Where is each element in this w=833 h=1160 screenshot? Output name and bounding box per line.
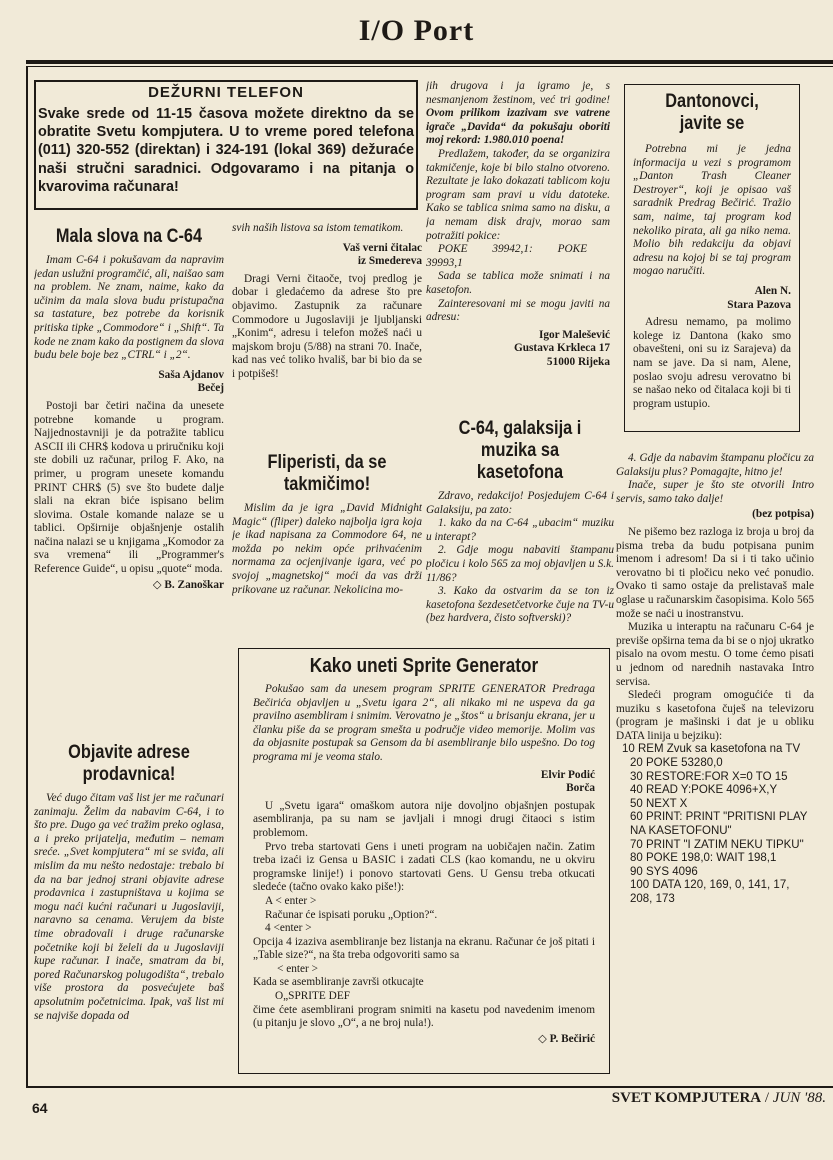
left-frame-line xyxy=(26,66,28,1086)
sprite-title: Kako uneti Sprite Generator xyxy=(309,655,539,677)
sprite-step: < enter > xyxy=(277,962,318,975)
code-line: 80 POKE 198,0: WAIT 198,1 xyxy=(630,852,777,865)
sprite-step: čime ćete asemblirani program snimiti na kasetu pod navedenim imenom (u pitanju je slovo „O“, a ne broj nula!). xyxy=(253,1003,595,1030)
dezurni-title: DEŽURNI TELEFON xyxy=(148,84,304,101)
footer-magazine-name: SVET KOMPJUTERA xyxy=(611,1090,762,1106)
footer-issue: JUN '88. xyxy=(772,1090,826,1106)
page-title: I/O Port xyxy=(358,14,475,47)
dezurni-body: Svake srede od 11-15 časova možete direktno da se obratite Svetu kompjutera. U to vreme pored telefona (011) 320-552 (direktan) i 324-191 (lokal 369) dežuraće naši stručni saradnici. Odgovaramo i na pitanja o kvarovima računara! xyxy=(38,106,414,195)
objavite-title: Objavite adrese prodavnica! xyxy=(68,742,190,785)
objavite-author: Vaš verni čitalac xyxy=(342,241,422,254)
galaksija-answer-3: Sledeći program omogućiće ti da muziku s kasetofona čuješ na televizoru (program je mašinski i dat je u obliku DATA linija u bejziku): xyxy=(616,689,814,742)
sprite-signoff: ◇ P. Bečirić xyxy=(538,1032,595,1045)
fliperisti-tape: Sada se tablica može snimati i na kasetofon. xyxy=(426,270,610,296)
code-line: 60 PRINT: PRINT "PRITISNI PLAY NA KASETOFONU" xyxy=(630,811,808,838)
sprite-answer-2: Prvo treba startovati Gens i uneti program na uobičajen način. Zatim treba izaći iz Gensa u BASIC i zadati CLS (kao komandu, ne u okviru programske linije!) i ponovo startovati Gens. U Gensu treba otkucati sledeće (tačno ovako kako piše!): xyxy=(253,840,595,894)
header-rule-thin xyxy=(26,66,833,67)
fliperisti-author: Igor Malešević xyxy=(538,328,610,341)
sprite-step: O„SPRITE DEF xyxy=(275,990,351,1003)
mala-slova-question: Imam C-64 i pokušavam da napravim jedan uslužni programčić, ali, naišao sam na problem. Ne znam, naime, kako da učinim da mala slova budu pristupačna sa tastature, bez potrebe da korisnik pritiska tipke „Commodore“ i „Shift“. Ta kode ne znam kako da postignem da slova budu bele boje bez „CTRL“ i „2“. xyxy=(34,254,224,362)
fliperisti-city: 51000 Rijeka xyxy=(546,355,610,368)
mala-slova-city: Bečej xyxy=(197,382,224,395)
sprite-box xyxy=(238,648,610,1074)
objavite-city: iz Smedereva xyxy=(357,255,422,268)
footer-separator: / xyxy=(761,1090,773,1106)
sprite-step: A < enter > xyxy=(265,894,317,907)
code-line: 70 PRINT "I ZATIM NEKU TIPKU" xyxy=(630,838,804,851)
galaksija-title: C-64, galaksija i muzika sa kasetofona xyxy=(458,418,582,483)
mala-slova-article xyxy=(34,222,224,742)
fliperisti-body: Mislim da je igra „David Midnight Magic“ (fliper) daleko najbolja igra koja je ikad napisana za Commodore 64, ne možda po nekim opće prihvaćenim normama za ocjenjivanje igara, već po svojoj „magnetskoj“ moći da vas drži prikovane uz računar. Nekolicina mo- xyxy=(232,502,422,596)
objavite-continued xyxy=(232,222,422,448)
dantonovci-body: Potrebna mi je jedna informacija u vezi s programom „Danton Trash Cleaner Destroyer“, koji je opisao vaš saradnik Predrag Bečirić. Tražio sam, naime, taj program kod nekoliko pirata, ali ga niko nema. Molio bih redakciju da objavi adresu na kojoj bi se taj program mogao naručiti. xyxy=(633,143,791,278)
dantonovci-author: Alen N. xyxy=(754,284,791,297)
dantonovci-box xyxy=(624,84,800,432)
galaksija-continued xyxy=(616,452,814,1082)
fliperisti-continued xyxy=(426,80,610,406)
dantonovci-city: Stara Pazova xyxy=(727,298,791,311)
dezurni-box xyxy=(34,80,418,210)
sprite-step: Računar će ispisati poruku „Option?“. xyxy=(265,908,438,921)
galaksija-q2: 2. Gdje mogu nabaviti štampanu pločicu i kolo 565 za moj objavljen u S.k. 11/86? xyxy=(426,544,614,584)
fliperisti-title: Fliperisti, da se takmičimo! xyxy=(267,452,387,495)
code-line: 10 REM Zvuk sa kasetofona na TV xyxy=(622,743,801,756)
code-line: 40 READ Y:POKE 4096+X,Y xyxy=(630,784,778,797)
fliperisti-proposal: Predlažem, također, da se organizira takmičenje, koje bi bilo stalno otvoreno. Rezultate je lako dokazati tablicom koju program sam pravi u vidu datoteke. Kako se tablica snima samo na disku, a ja nemam disk drajv, morao sam potražiti pokice: xyxy=(426,147,610,242)
galaksija-q1: 1. kako da na C-64 „ubacim“ muziku u interapt? xyxy=(426,517,614,543)
sprite-step: 4 <enter > xyxy=(265,922,312,935)
objavite-body: Već dugo čitam vaš list jer me računari zanimaju. Želim da nabavim C-64, i to što pre. Dugo ga već tražim preko oglasa, a i preko prijatelja, međutim – nemam sreće. „Svet kompjutera“ mi se sviđa, ali mislim da mu nešto nedostaje: trebalo bi da na bar jednoj strani objavite adrese prodavnica i zastupništava u kojima se mogu naći kućni računari u Jugoslaviji, naravno sa cenama. Verujem da biste time obradovali i druge računarske početnike koji bi želeli da u Jugoslaviji kupe računar. I inače, smatram da bi, pored Računarskog polugodišta“, trebalo više prostora da posvećujete baš apsolutnim početnicima. Ipak, vaš list mi se najviše dopada od xyxy=(34,792,224,1022)
galaksija-q3: 3. Kako da ostvarim da se ton iz kasetofona šezdesetčetvorke čuje na TV-u (bez hardvera, čisto softverski)? xyxy=(426,585,614,625)
mala-slova-author: Saša Ajdanov xyxy=(158,368,224,381)
mala-slova-signoff: ◇ B. Zanoškar xyxy=(152,578,224,591)
code-line: 20 POKE 53280,0 xyxy=(630,757,723,770)
objavite-cont-text: svih naših listova sa istom tematikom. xyxy=(232,222,404,234)
sprite-step: Kada se asembliranje završi otkucajte xyxy=(253,976,424,989)
sprite-city: Borča xyxy=(566,782,595,795)
galaksija-author: (bez potpisa) xyxy=(752,508,814,521)
code-line: 90 SYS 4096 xyxy=(630,865,698,878)
fliperisti-contact: Zainteresovani mi se mogu javiti na adresu: xyxy=(426,297,610,324)
sprite-answer-1: U „Svetu igara“ omaškom autora nije dovoljno objašnjen postupak asembliranja, pa su nam se javljali i mnogi drugi čitaoci s istim problemom. xyxy=(253,799,595,839)
fliperisti-cont-1: jih drugova i ja igramo je, s nesmanjenom žestinom, već tri godine! xyxy=(426,80,610,106)
footer-magazine xyxy=(540,1088,826,1108)
galaksija-intro: Zdravo, redakcijo! Posjedujem C-64 i Galaksiju, pa zato: xyxy=(426,490,614,516)
sprite-question: Pokušao sam da unesem program SPRITE GENERATOR Predraga Bečirića objavljen u „Svetu igara 2“, ali nikako mi ne uspeva da ga pravilno asembliram i snimim. Verovatno je „štos“ u brisanju ekrana, jer u članku piše da se program smešta u područje video memorije. Molim vas da objasnite postupak sa Gensom da bi asembliranje bilo uspešno. Do tog programa mi je veoma stalo. xyxy=(253,683,595,763)
header-rule xyxy=(26,60,833,64)
fliperisti-article xyxy=(232,448,422,638)
code-line: 50 NEXT X xyxy=(630,797,688,810)
sprite-step: Opcija 4 izaziva asembliranje bez listanja na ekranu. Računar će još pitati i „Table size?“, na šta treba odgovoriti samo sa xyxy=(253,935,595,962)
fliperisti-cont-text xyxy=(426,80,610,148)
mala-slova-answer: Postoji bar četiri načina da unesete potrebne komande u program. Najjednostavniji je da potražite tablicu ASCII ili CHR$ kodova u priručniku koji ste dobili uz računar, prilog F. Ako, na primer, u program unesete komandu PRINT CHR$ (5) sve što budete dalje slali na ekran biće ispisano belim slovima. Ostale komande nalaze se u tablici. Opširnije objašnjenje ostalih načina nalazi se u knjigama „Komodor za sva vremena“ ili „Programmer's Reference Guide“, u opisu „quote“ moda. xyxy=(34,399,224,576)
page-number: 64 xyxy=(32,1100,48,1116)
dantonovci-answer: Adresu nemamo, pa molimo kolege iz Dantona (kako smo obavešteni, oni su iz Sarajeva) da nam se jave. Da si nam, Alene, poslao svoju adresu verovatno bi se našao neko od čitalaca koji bi ti program ustupio. xyxy=(633,316,791,410)
galaksija-answer-2: Muzika u interaptu na računaru C-64 je previše opširna tema da bi se o njoj ukratko pisalo na ovom mestu. O tome ćemo pisati u jednom od narednih nastavaka Intro servisa. xyxy=(616,621,814,688)
sprite-author: Elvir Podić xyxy=(540,768,595,781)
fliperisti-poke: POKE 39942,1: POKE 39993,1 xyxy=(426,243,588,269)
objavite-answer: Dragi Verni čitaoče, tvoj predlog je dobar i gledaćemo da adrese što pre objavimo. Zastupnik za računare Commodore u Jugoslaviji je ljubljanski „Konim“, adresu i telefon možeš naći u majskom broju (5/88) na strani 70. Inače, kad nas već toliko hvališ, bar bi bio da se i potpišeš! xyxy=(232,272,422,380)
galaksija-q4: 4. Gdje da nabavim štampanu pločicu za Galaksiju plus? Pomagajte, hitno je! xyxy=(616,452,814,478)
galaksija-article xyxy=(426,414,614,642)
code-line: 100 DATA 120, 169, 0, 141, 17, 208, 173 xyxy=(630,879,790,905)
galaksija-q5: Inače, super je što ste otvorili Intro servis, samo tako dalje! xyxy=(616,479,814,505)
basic-listing xyxy=(616,743,814,906)
fliperisti-challenge: Ovom prilikom izazivam sve vatrene igrače „Davida“ da pokušaju oboriti moj rekord: 1.980.010 poena! xyxy=(426,107,610,147)
fliperisti-street: Gustava Krkleca 17 xyxy=(513,342,610,355)
code-line: 30 RESTORE:FOR X=0 TO 15 xyxy=(630,770,788,783)
dantonovci-title: Dantonovci, javite se xyxy=(665,91,759,134)
galaksija-answer-1: Ne pišemo bez razloga iz broja u broj da pisma treba da budu potpisana punim imenom i adresom! Da si i ti tako učinio verovatno bi ti pločicu neko već ponudio. Ovako ti samo ostaje da prelistavaš male oglase u računarskim časopisima. Kolo 565 može se naći u inostranstvu. xyxy=(616,525,814,620)
objavite-article xyxy=(34,736,224,1082)
mala-slova-title: Mala slova na C-64 xyxy=(55,226,203,247)
